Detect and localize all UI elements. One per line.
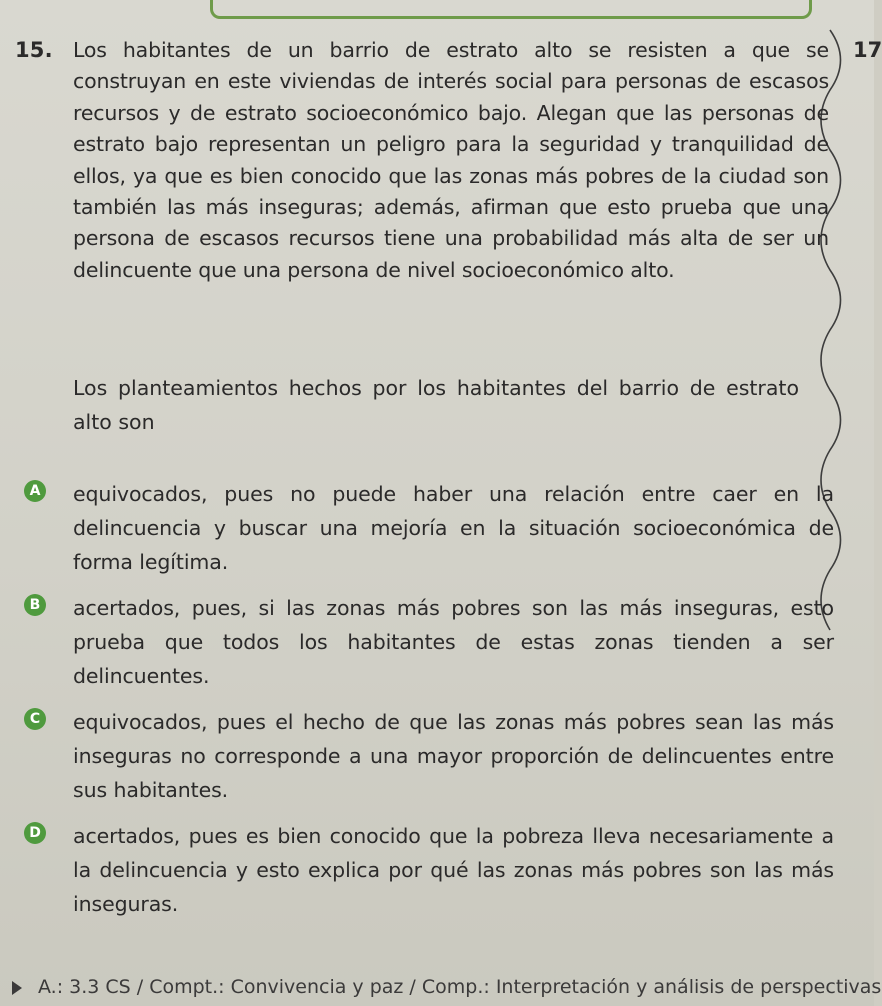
option-b-badge: B: [24, 594, 46, 616]
footer-text: A.: 3.3 CS / Compt.: Convivencia y paz / Comp.: Interpretación y análisis de perspectivas: [38, 976, 882, 998]
previous-question-frame: [210, 0, 812, 19]
option-a-badge: A: [24, 480, 46, 502]
option-d-badge: D: [24, 822, 46, 844]
option-c-text: equivocados, pues el hecho de que las zonas más pobres sean las más inseguras no corresponde a una mayor proporción de delincuentes entre sus habitantes.: [73, 710, 834, 802]
question-stem: Los habitantes de un barrio de estrato alto se resisten a que se construyan en este viviendas de interés social para personas de escasos recursos y de estrato socioeconómico bajo. Alegan que las personas de estrato bajo representan un peligro para la seguridad y tranquilidad de ellos, ya que es bien conocido que las zonas más pobres de la ciudad son también las más inseguras; además, afirman que esto prueba que una persona de escasos recursos tiene una probabilidad más alta de ser un delincuente que una persona de nivel socioeconómico alto.: [73, 38, 829, 282]
arrow-right-icon: [12, 981, 22, 995]
question-number: 15.: [15, 38, 53, 62]
option-a-text: equivocados, pues no puede haber una relación entre caer en la delincuencia y buscar una mejoría en la situación socioeconómica de forma legítima.: [73, 482, 834, 574]
competency-footer: [6, 976, 881, 998]
option-d-text: acertados, pues es bien conocido que la pobreza lleva necesariamente a la delincuencia y esto explica por qué las zonas más pobres son las más inseguras.: [73, 824, 834, 916]
question-prompt: Los planteamientos hechos por los habitantes del barrio de estrato alto son: [73, 376, 799, 434]
side-page-number: 17: [853, 38, 882, 62]
option-c-badge: C: [24, 708, 46, 730]
option-b-text: acertados, pues, si las zonas más pobres son las más inseguras, esto prueba que todos los habitantes de estas zonas tienden a ser delincuentes.: [73, 596, 834, 688]
